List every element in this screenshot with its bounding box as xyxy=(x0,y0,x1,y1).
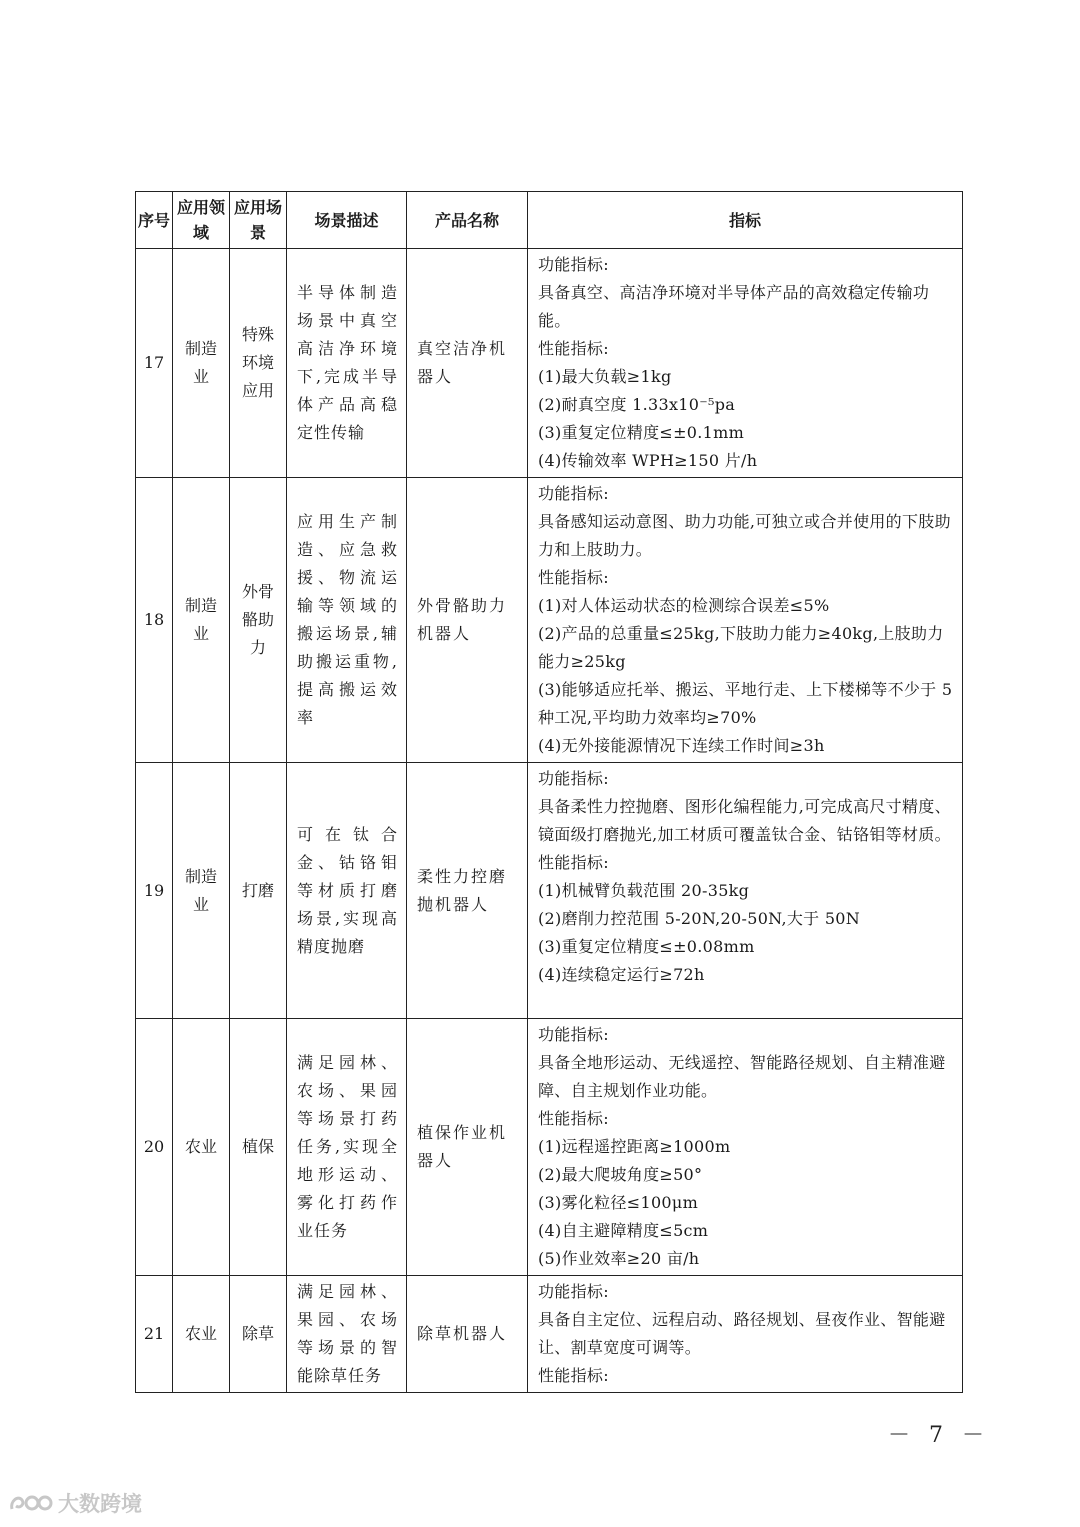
spec-line: 性能指标: xyxy=(538,1366,609,1385)
spec-line: 性能指标: xyxy=(538,568,609,587)
row-number: 21 xyxy=(136,1276,173,1393)
spec-line: 具备真空、高洁净环境对半导体产品的高效稳定传输功能。 xyxy=(538,283,930,330)
spec-line: (1)对人体运动状态的检测综合误差≤5% xyxy=(538,596,830,615)
spec-line: (4)连续稳定运行≥72h xyxy=(538,965,705,984)
row-description: 满足园林、农场、果园等场景打药任务,实现全地形运动、雾化打药作业任务 xyxy=(287,1019,407,1276)
row-scene: 外骨骼助力 xyxy=(230,478,287,763)
spec-line: (5)作业效率≥20 亩/h xyxy=(538,1249,700,1268)
spec-line: 具备感知运动意图、助力功能,可独立或合并使用的下肢助力和上肢助力。 xyxy=(538,512,951,559)
row-spec xyxy=(528,1019,963,1276)
table-row xyxy=(136,249,963,478)
watermark-logo-icon xyxy=(8,1491,54,1515)
header-field: 应用领域 xyxy=(173,192,230,249)
row-product: 除草机器人 xyxy=(407,1276,528,1393)
row-scene: 植保 xyxy=(230,1019,287,1276)
row-description: 可在钛合金、钴铬钼等材质打磨场景,实现高精度抛磨 xyxy=(287,763,407,1019)
row-field: 农业 xyxy=(173,1019,230,1276)
row-scene: 除草 xyxy=(230,1276,287,1393)
table-row xyxy=(136,1019,963,1276)
spec-table xyxy=(135,191,963,1393)
row-spec xyxy=(528,478,963,763)
spec-line: (3)重复定位精度≤±0.1mm xyxy=(538,423,745,442)
row-scene: 特殊环境应用 xyxy=(230,249,287,478)
spec-line: (1)远程遥控距离≥1000m xyxy=(538,1137,731,1156)
spec-line: (2)磨削力控范围 5-20N,20-50N,大于 50N xyxy=(538,909,861,928)
spec-line: (3)雾化粒径≤100μm xyxy=(538,1193,699,1212)
spec-line: 功能指标: xyxy=(538,1282,609,1301)
spec-line: (4)自主避障精度≤5cm xyxy=(538,1221,709,1240)
header-desc: 场景描述 xyxy=(287,192,407,249)
spec-line: (1)最大负载≥1kg xyxy=(538,367,672,386)
spec-line: (3)能够适应托举、搬运、平地行走、上下楼梯等不少于 5 种工况,平均助力效率均≥70% xyxy=(538,680,953,727)
table-row xyxy=(136,1276,963,1393)
row-field: 农业 xyxy=(173,1276,230,1393)
row-product: 真空洁净机器人 xyxy=(407,249,528,478)
row-product: 柔性力控磨抛机器人 xyxy=(407,763,528,1019)
row-spec xyxy=(528,763,963,1019)
spec-line: 功能指标: xyxy=(538,1025,609,1044)
spec-line: 性能指标: xyxy=(538,1109,609,1128)
row-number: 17 xyxy=(136,249,173,478)
spec-line: (4)传输效率 WPH≥150 片/h xyxy=(538,451,758,470)
spec-line: 功能指标: xyxy=(538,484,609,503)
row-description: 应用生产制造、应急救援、物流运输等领域的搬运场景,辅助搬运重物,提高搬运效率 xyxy=(287,478,407,763)
table-header-row xyxy=(136,192,963,249)
table-row xyxy=(136,478,963,763)
row-description: 满足园林、果园、农场等场景的智能除草任务 xyxy=(287,1276,407,1393)
spec-line: 具备柔性力控抛磨、图形化编程能力,可完成高尺寸精度、镜面级打磨抛光,加工材质可覆盖钛合金、钴铬钼等材质。 xyxy=(538,797,951,844)
header-product: 产品名称 xyxy=(407,192,528,249)
table-row xyxy=(136,763,963,1019)
spec-line: (2)最大爬坡角度≥50° xyxy=(538,1165,703,1184)
row-field: 制造业 xyxy=(173,763,230,1019)
row-product: 外骨骼助力机器人 xyxy=(407,478,528,763)
spec-line: 具备全地形运动、无线遥控、智能路径规划、自主精准避障、自主规划作业功能。 xyxy=(538,1053,946,1100)
header-spec: 指标 xyxy=(528,192,963,249)
spec-line: (3)重复定位精度≤±0.08mm xyxy=(538,937,755,956)
spec-line: 功能指标: xyxy=(538,255,609,274)
spec-line: (2)产品的总重量≤25kg,下肢助力能力≥40kg,上肢助力能力≥25kg xyxy=(538,624,944,671)
row-spec xyxy=(528,1276,963,1393)
row-field: 制造业 xyxy=(173,478,230,763)
spec-line: 功能指标: xyxy=(538,769,609,788)
spec-line: 性能指标: xyxy=(538,339,609,358)
watermark xyxy=(8,1488,142,1518)
row-number: 18 xyxy=(136,478,173,763)
spec-line: (4)无外接能源情况下连续工作时间≥3h xyxy=(538,736,825,755)
header-scene: 应用场景 xyxy=(230,192,287,249)
row-scene: 打磨 xyxy=(230,763,287,1019)
header-seq: 序号 xyxy=(136,192,173,249)
row-number: 20 xyxy=(136,1019,173,1276)
spec-line: 具备自主定位、远程启动、路径规划、昼夜作业、智能避让、割草宽度可调等。 xyxy=(538,1310,946,1357)
row-spec xyxy=(528,249,963,478)
watermark-text: 大数跨境 xyxy=(58,1492,142,1516)
row-product: 植保作业机器人 xyxy=(407,1019,528,1276)
spec-line: (2)耐真空度 1.33x10⁻⁵pa xyxy=(538,395,736,414)
row-description: 半导体制造场景中真空高洁净环境下,完成半导体产品高稳定性传输 xyxy=(287,249,407,478)
spec-line: 性能指标: xyxy=(538,853,609,872)
row-field: 制造业 xyxy=(173,249,230,478)
row-number: 19 xyxy=(136,763,173,1019)
spec-line: (1)机械臂负载范围 20-35kg xyxy=(538,881,750,900)
page-number: － 7 － xyxy=(888,1423,990,1448)
